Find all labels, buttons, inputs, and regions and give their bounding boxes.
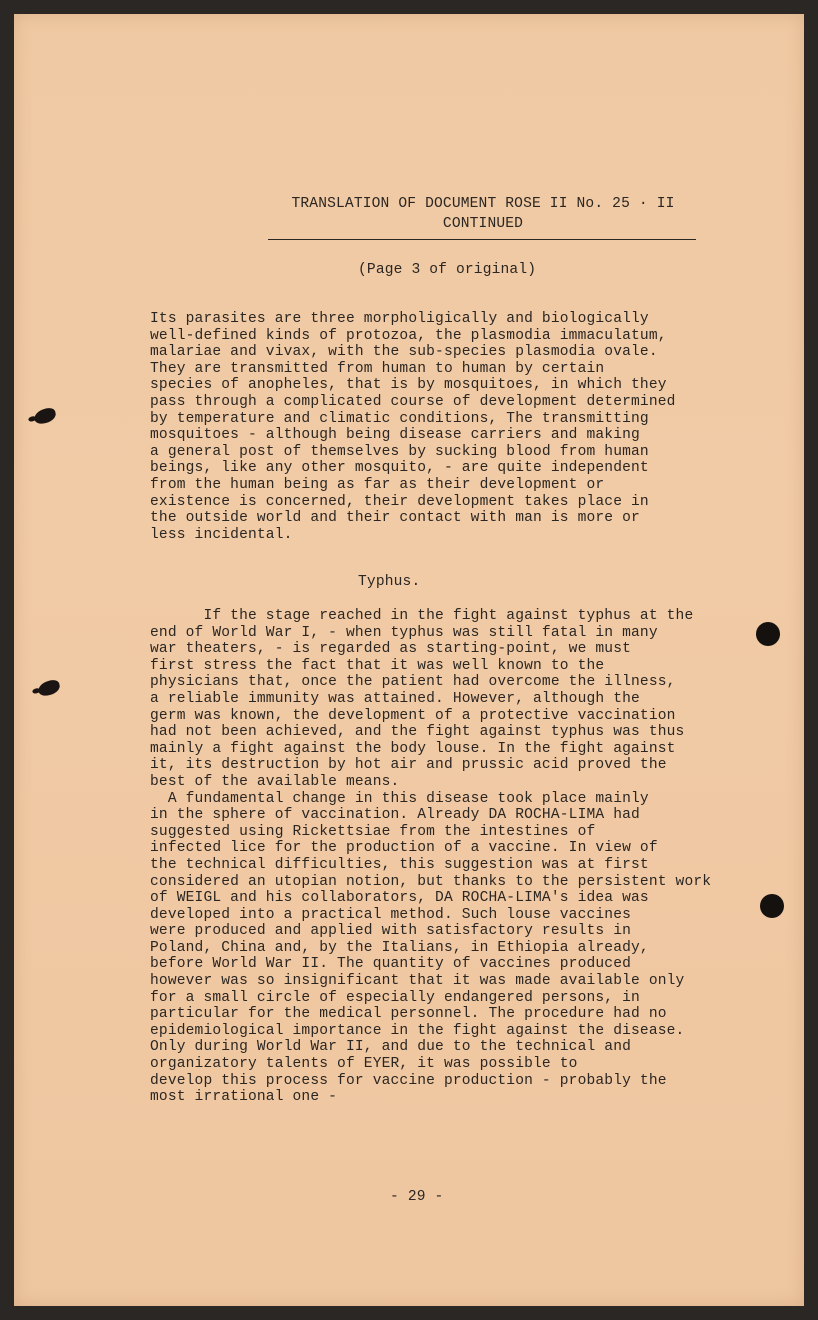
ink-blot-mark xyxy=(37,678,62,697)
header-title: TRANSLATION OF DOCUMENT ROSE II No. 25 · II xyxy=(291,196,675,212)
punch-hole xyxy=(756,622,780,646)
punch-hole xyxy=(760,894,784,918)
section-heading-typhus: Typhus. xyxy=(358,574,421,590)
body-paragraph-typhus: If the stage reached in the fight against typhus at the end of World War I, - when typhus was still fatal in many war theaters, - is regarded as starting-point, we must first stress the fact that it was well known to the physicians that, once the patient had overcome the illness, a reliable immunity was attained. However, although the germ was known, the development of a protective vaccination had not been achieved, and the fight against typhus was thus mainly a fight against the body louse. In the fight against it, its destruction by hot air and prussic acid proved the best of the available means. A fundamental change in this disease took place mainly in the sphere of vaccination. Already DA ROCHA-LIMA had suggested using Rickettsiae from the intestines of infected lice for the production of a vaccine. In view of the technical difficulties, this suggestion was at first considered an utopian notion, but thanks to the persistent work of WEIGL and his collaborators, DA ROCHA-LIMA's idea was developed into a practical method. Such louse vaccines were produced and applied with satisfactory results in Poland, China and, by the Italians, in Ethiopia already, before World War II. The quantity of vaccines produced however was so insignificant that it was made available only for a small circle of especially endangered persons, in particular for the medical personnel. The procedure had no epidemiological importance in the fight against the disease. Only during World War II, and due to the technical and organizatory talents of EYER, it was possible to develop this process for vaccine production - probably the most irrational one - xyxy=(150,608,712,1106)
page-reference: (Page 3 of original) xyxy=(358,262,537,278)
document-header xyxy=(268,196,698,234)
header-underline xyxy=(268,239,696,240)
header-subtitle: CONTINUED xyxy=(442,216,524,232)
ink-blot-mark xyxy=(33,406,58,425)
page-number: - 29 - xyxy=(390,1189,444,1205)
body-paragraph-malaria: Its parasites are three morpholigically and biologically well-defined kinds of protozoa, the plasmodia immaculatum, malariae and vivax, with the sub-species plasmodia ovale. They are transmitted from human to human by certain species of anopheles, that is by mosquitoes, in which they pass through a complicated course of development determined by temperature and climatic conditions, The transmitting mosquitoes - although being disease carriers and making a general post of themselves by sucking blood from human beings, like any other mosquito, - are quite independent from the human being as far as their development or existence is concerned, their development takes place in the outside world and their contact with man is more or less incidental. xyxy=(150,311,676,543)
document-page xyxy=(14,14,804,1306)
